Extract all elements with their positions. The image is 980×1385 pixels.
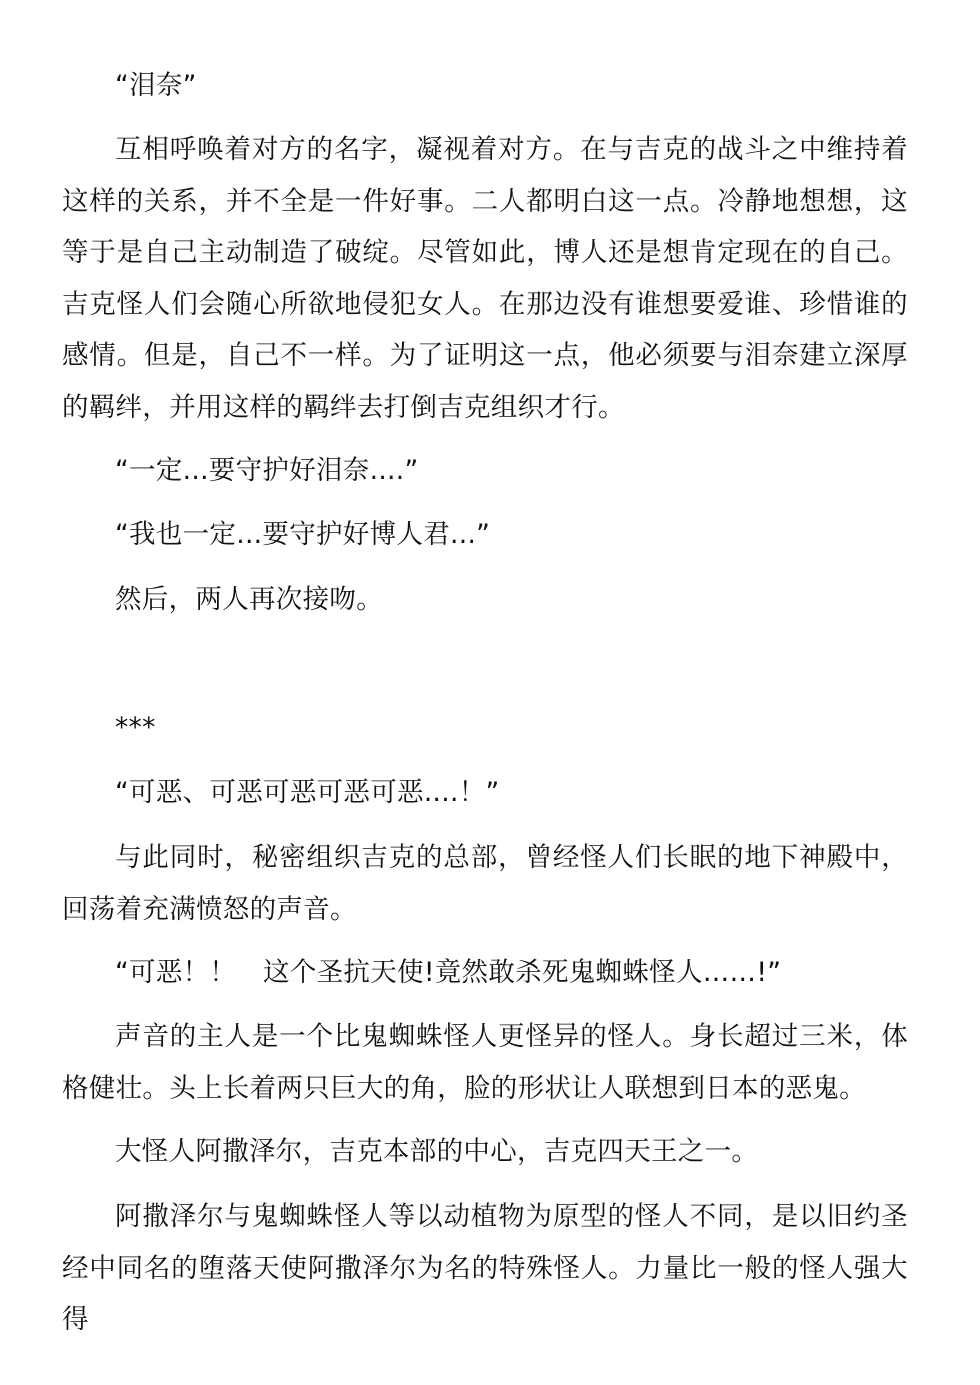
paragraph-narration-kiss: 然后，两人再次接吻。 [115, 584, 383, 615]
paragraph-narration-bond: 互相呼唤着对方的名字，凝视着对方。在与吉克的战斗之中维持着这样的关系，并不全是一件好事。二人都明白这一点。冷静地想想，这等于是自己主动制造了破绽。尽管如此，博人还是想肯定现在的自己。吉克怪人们会随心所欲地侵犯女人。在那边没有谁想要爱谁、珍惜谁的感情。但是，自己不一样。为了证明这一点，他必须要与泪奈建立深厚的羁绊，并用这样的羁绊去打倒吉克组织才行。 [62, 134, 908, 423]
paragraph-narration-azazel-title: 大怪人阿撒泽尔，吉克本部的中心，吉克四天王之一。 [115, 1136, 759, 1167]
paragraph-dialogue-angry: “可恶！！ 这个圣抗天使!竟然敢杀死鬼蜘蛛怪人……!” [115, 957, 782, 988]
paragraph-dialogue-protect-reply: “我也一定...要守护好博人君...” [115, 519, 491, 550]
paragraph-narration-monster: 声音的主人是一个比鬼蜘蛛怪人更怪异的怪人。身长超过三米，体格健壮。头上长着两只巨大的角，脸的形状让人联想到日本的恶鬼。 [62, 1021, 908, 1104]
paragraph-narration-azazel-origin: 阿撒泽尔与鬼蜘蛛怪人等以动植物为原型的怪人不同，是以旧约圣经中同名的堕落天使阿撒泽尔为名的特殊怪人。力量比一般的怪人强大得 [62, 1201, 908, 1335]
paragraph-dialogue-curse: “可恶、可恶可恶可恶可恶....！” [115, 777, 500, 808]
paragraph-dialogue-protect: “一定...要守护好泪奈....” [115, 455, 419, 486]
paragraph-dialogue-name: “泪奈” [115, 70, 197, 101]
paragraph-narration-headquarters: 与此同时，秘密组织吉克的总部，曾经怪人们长眠的地下神殿中，回荡着充满愤怒的声音。 [62, 842, 908, 925]
scene-break: *** [115, 712, 156, 743]
